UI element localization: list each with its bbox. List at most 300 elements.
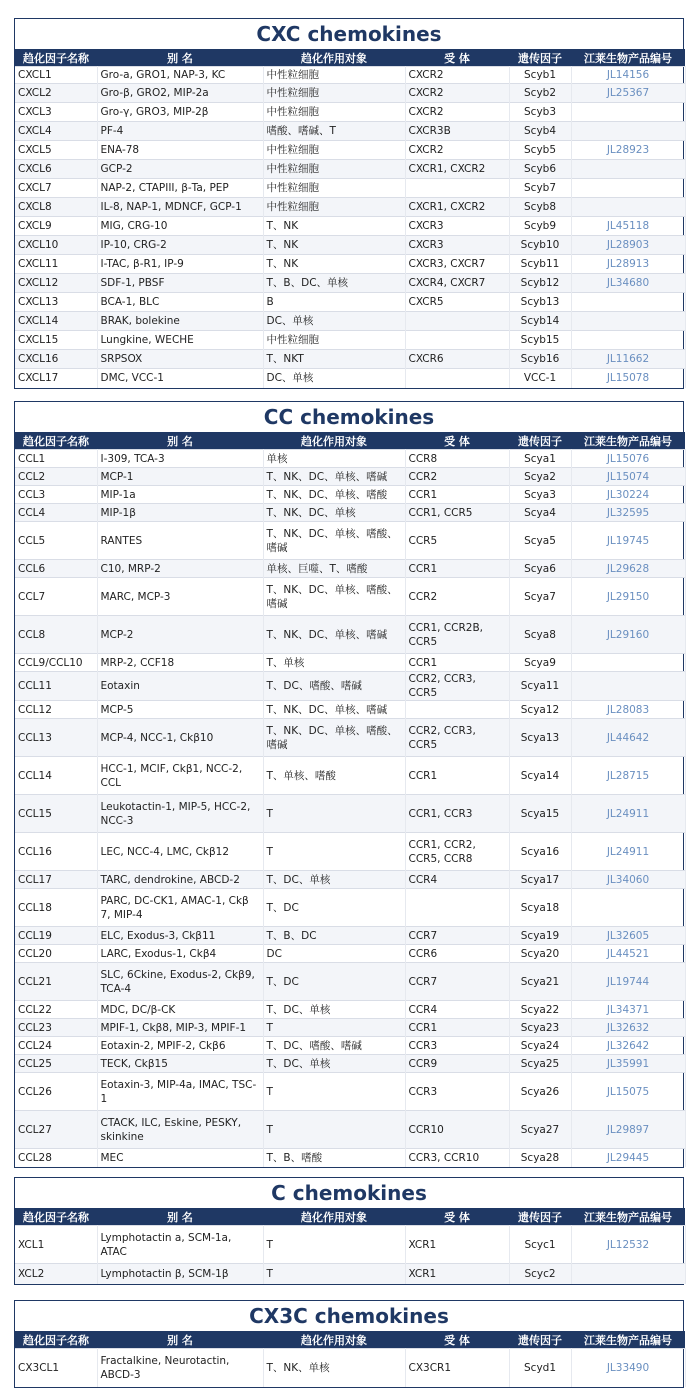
- cell-target: 单核、巨噬、T、嗜酸: [263, 560, 405, 578]
- cell-name: CCL23: [15, 1019, 97, 1037]
- cell-product[interactable]: JL30224: [571, 486, 685, 504]
- cell-gene: Scyc2: [509, 1264, 571, 1284]
- cell-product: [571, 1264, 685, 1284]
- cell-product[interactable]: JL29897: [571, 1111, 685, 1149]
- cell-name: CCL4: [15, 504, 97, 522]
- cell-alias: Gro-γ, GRO3, MIP-2β: [97, 103, 263, 122]
- cell-gene: Scya12: [509, 701, 571, 719]
- cell-product: [571, 293, 685, 312]
- cell-product[interactable]: JL28083: [571, 701, 685, 719]
- table-row: [15, 468, 685, 486]
- cell-receptor: CX3CR1: [405, 1349, 509, 1387]
- cell-receptor: CXCR4, CXCR7: [405, 274, 509, 293]
- cell-name: CCL7: [15, 578, 97, 616]
- table-row: [15, 701, 685, 719]
- table-row: [15, 871, 685, 889]
- table-row: [15, 672, 685, 701]
- cell-gene: Scyb3: [509, 103, 571, 122]
- cell-product[interactable]: JL34371: [571, 1001, 685, 1019]
- cell-gene: Scya2: [509, 468, 571, 486]
- cell-gene: Scya13: [509, 719, 571, 757]
- cell-name: CCL27: [15, 1111, 97, 1149]
- cell-gene: Scyb4: [509, 122, 571, 141]
- table-row: [15, 833, 685, 871]
- cell-gene: Scya16: [509, 833, 571, 871]
- cell-alias: SRPSOX: [97, 350, 263, 369]
- cell-target: T、NK: [263, 236, 405, 255]
- header-product: 江莱生物产品编号: [571, 49, 685, 67]
- cell-name: CXCL13: [15, 293, 97, 312]
- cell-receptor: CXCR2: [405, 141, 509, 160]
- cell-receptor: CXCR3, CXCR7: [405, 255, 509, 274]
- cell-alias: Lymphotactin a, SCM-1a, ATAC: [97, 1226, 263, 1264]
- cell-product[interactable]: JL12532: [571, 1226, 685, 1264]
- cell-name: CCL21: [15, 963, 97, 1001]
- cell-name: CCL5: [15, 522, 97, 560]
- cell-product[interactable]: JL29628: [571, 560, 685, 578]
- cell-gene: Scya5: [509, 522, 571, 560]
- cell-alias: Eotaxin: [97, 672, 263, 701]
- cell-gene: Scyb15: [509, 331, 571, 350]
- table-row: [15, 1055, 685, 1073]
- cell-receptor: CCR3: [405, 1073, 509, 1111]
- table-row: [15, 369, 685, 388]
- table-row: [15, 1073, 685, 1111]
- cell-target: T、NKT: [263, 350, 405, 369]
- cell-name: CCL16: [15, 833, 97, 871]
- cell-name: CCL6: [15, 560, 97, 578]
- table-row: [15, 450, 685, 468]
- cell-gene: Scyd1: [509, 1349, 571, 1387]
- cell-alias: Eotaxin-3, MIP-4a, IMAC, TSC-1: [97, 1073, 263, 1111]
- cell-gene: Scya19: [509, 927, 571, 945]
- cell-receptor: CCR6: [405, 945, 509, 963]
- cell-alias: Gro-a, GRO1, NAP-3, KC: [97, 67, 263, 84]
- cell-alias: MARC, MCP-3: [97, 578, 263, 616]
- table-row: [15, 522, 685, 560]
- cell-product[interactable]: JL24911: [571, 833, 685, 871]
- cell-product[interactable]: JL34060: [571, 871, 685, 889]
- cell-target: T、DC、嗜酸、嗜碱: [263, 1037, 405, 1055]
- cell-gene: Scya18: [509, 889, 571, 927]
- cell-receptor: [405, 179, 509, 198]
- cell-alias: C10, MRP-2: [97, 560, 263, 578]
- cell-alias: TARC, dendrokine, ABCD-2: [97, 871, 263, 889]
- cell-gene: Scya24: [509, 1037, 571, 1055]
- cell-product[interactable]: JL32605: [571, 927, 685, 945]
- cell-alias: NAP-2, CTAPIII, β-Ta, PEP: [97, 179, 263, 198]
- cell-target: T: [263, 1073, 405, 1111]
- cell-alias: TECK, Ckβ15: [97, 1055, 263, 1073]
- cell-product[interactable]: JL29445: [571, 1149, 685, 1167]
- table-row: [15, 1226, 685, 1264]
- cell-receptor: [405, 889, 509, 927]
- cell-gene: Scya9: [509, 654, 571, 672]
- section-2: [14, 1177, 684, 1285]
- cell-target: T、NK、DC、单核、嗜酸、嗜碱: [263, 522, 405, 560]
- header-gene: 遗传因子: [509, 1331, 571, 1349]
- header-receptor: 受 体: [405, 49, 509, 67]
- table-row: [15, 1037, 685, 1055]
- cell-name: CCL8: [15, 616, 97, 654]
- table-row: [15, 274, 685, 293]
- header-target: 趋化作用对象: [263, 1208, 405, 1226]
- cell-receptor: CXCR3: [405, 236, 509, 255]
- cell-receptor: CCR1, CCR3: [405, 795, 509, 833]
- cell-receptor: CXCR1, CXCR2: [405, 160, 509, 179]
- cell-gene: Scyb14: [509, 312, 571, 331]
- cell-gene: Scya8: [509, 616, 571, 654]
- cell-product: [571, 103, 685, 122]
- table-row: [15, 141, 685, 160]
- cell-name: CCL13: [15, 719, 97, 757]
- header-product: 江莱生物产品编号: [571, 1331, 685, 1349]
- header-target: 趋化作用对象: [263, 49, 405, 67]
- cell-name: CCL15: [15, 795, 97, 833]
- table-row: [15, 757, 685, 795]
- cell-alias: Eotaxin-2, MPIF-2, Ckβ6: [97, 1037, 263, 1055]
- cell-product: [571, 198, 685, 217]
- cell-gene: Scyb13: [509, 293, 571, 312]
- cell-name: CCL17: [15, 871, 97, 889]
- table-row: [15, 1001, 685, 1019]
- cell-name: CCL25: [15, 1055, 97, 1073]
- header-gene: 遗传因子: [509, 432, 571, 450]
- cell-gene: Scya26: [509, 1073, 571, 1111]
- cell-receptor: CCR5: [405, 522, 509, 560]
- header-alias: 别 名: [97, 432, 263, 450]
- cell-gene: Scya6: [509, 560, 571, 578]
- header-alias: 别 名: [97, 1208, 263, 1226]
- cell-target: T、NK、DC、单核、嗜酸、嗜碱: [263, 578, 405, 616]
- cell-gene: Scyb6: [509, 160, 571, 179]
- cell-product[interactable]: JL28923: [571, 141, 685, 160]
- cell-gene: Scya28: [509, 1149, 571, 1167]
- cell-target: 中性粒细胞: [263, 103, 405, 122]
- cell-alias: Lymphotactin β, SCM-1β: [97, 1264, 263, 1284]
- cell-gene: Scyb2: [509, 84, 571, 103]
- cell-alias: MCP-1: [97, 468, 263, 486]
- cell-gene: Scya21: [509, 963, 571, 1001]
- cell-name: CCL24: [15, 1037, 97, 1055]
- cell-alias: MDC, DC/β-CK: [97, 1001, 263, 1019]
- chemokine-table: [15, 1208, 686, 1284]
- cell-name: CCL1: [15, 450, 97, 468]
- cell-product[interactable]: JL25367: [571, 84, 685, 103]
- cell-target: T、NK: [263, 217, 405, 236]
- cell-receptor: [405, 312, 509, 331]
- cell-target: T、NK: [263, 255, 405, 274]
- cell-gene: Scya15: [509, 795, 571, 833]
- cell-receptor: CCR2: [405, 468, 509, 486]
- cell-receptor: CCR1, CCR2, CCR5, CCR8: [405, 833, 509, 871]
- cell-product[interactable]: JL33490: [571, 1349, 685, 1387]
- cell-target: 中性粒细胞: [263, 331, 405, 350]
- cell-receptor: CCR1, CCR2B, CCR5: [405, 616, 509, 654]
- table-row: [15, 217, 685, 236]
- cell-gene: Scyb12: [509, 274, 571, 293]
- cell-gene: Scya3: [509, 486, 571, 504]
- cell-receptor: CXCR3: [405, 217, 509, 236]
- header-product: 江莱生物产品编号: [571, 1208, 685, 1226]
- cell-name: XCL2: [15, 1264, 97, 1284]
- cell-target: T、单核、嗜酸: [263, 757, 405, 795]
- cell-target: T、NK、单核: [263, 1349, 405, 1387]
- cell-target: 中性粒细胞: [263, 198, 405, 217]
- header-name: 趋化因子名称: [15, 432, 97, 450]
- cell-alias: LEC, NCC-4, LMC, Ckβ12: [97, 833, 263, 871]
- table-row: [15, 122, 685, 141]
- cell-gene: Scya23: [509, 1019, 571, 1037]
- cell-receptor: CCR3: [405, 1037, 509, 1055]
- cell-name: CCL19: [15, 927, 97, 945]
- cell-target: DC、单核: [263, 369, 405, 388]
- cell-alias: PARC, DC-CK1, AMAC-1, Ckβ 7, MIP-4: [97, 889, 263, 927]
- cell-target: T: [263, 833, 405, 871]
- cell-product[interactable]: JL19744: [571, 963, 685, 1001]
- cell-alias: ELC, Exodus-3, Ckβ11: [97, 927, 263, 945]
- table-row: [15, 578, 685, 616]
- cell-alias: I-TAC, β-R1, IP-9: [97, 255, 263, 274]
- cell-alias: IP-10, CRG-2: [97, 236, 263, 255]
- header-alias: 别 名: [97, 1331, 263, 1349]
- cell-name: CXCL3: [15, 103, 97, 122]
- cell-target: T、NK、DC、单核、嗜碱: [263, 468, 405, 486]
- cell-gene: Scya7: [509, 578, 571, 616]
- cell-name: CXCL5: [15, 141, 97, 160]
- cell-product[interactable]: JL19745: [571, 522, 685, 560]
- header-row: [15, 432, 685, 450]
- cell-alias: SLC, 6Ckine, Exodus-2, Ckβ9, TCA-4: [97, 963, 263, 1001]
- cell-name: CXCL11: [15, 255, 97, 274]
- cell-alias: DMC, VCC-1: [97, 369, 263, 388]
- cell-name: CCL18: [15, 889, 97, 927]
- cell-target: DC: [263, 945, 405, 963]
- cell-alias: BRAK, bolekine: [97, 312, 263, 331]
- cell-product: [571, 672, 685, 701]
- cell-alias: MCP-4, NCC-1, Ckβ10: [97, 719, 263, 757]
- cell-receptor: CXCR5: [405, 293, 509, 312]
- cell-alias: Leukotactin-1, MIP-5, HCC-2, NCC-3: [97, 795, 263, 833]
- cell-name: CCL12: [15, 701, 97, 719]
- cell-product: [571, 179, 685, 198]
- cell-gene: Scyb1: [509, 67, 571, 84]
- cell-name: CCL2: [15, 468, 97, 486]
- table-row: [15, 103, 685, 122]
- cell-product[interactable]: JL29150: [571, 578, 685, 616]
- cell-receptor: CCR2, CCR3, CCR5: [405, 719, 509, 757]
- cell-product[interactable]: JL44642: [571, 719, 685, 757]
- section-1: [14, 401, 684, 1168]
- cell-receptor: CCR1: [405, 654, 509, 672]
- cell-alias: ENA-78: [97, 141, 263, 160]
- cell-receptor: CCR1: [405, 757, 509, 795]
- cell-target: T、B、DC: [263, 927, 405, 945]
- cell-gene: VCC-1: [509, 369, 571, 388]
- cell-gene: Scyb5: [509, 141, 571, 160]
- cell-product: [571, 122, 685, 141]
- cell-target: T: [263, 1111, 405, 1149]
- cell-product[interactable]: JL29160: [571, 616, 685, 654]
- cell-receptor: CCR3, CCR10: [405, 1149, 509, 1167]
- cell-product[interactable]: JL35991: [571, 1055, 685, 1073]
- cell-product[interactable]: JL14156: [571, 67, 685, 84]
- cell-target: T: [263, 1264, 405, 1284]
- cell-target: 中性粒细胞: [263, 179, 405, 198]
- table-row: [15, 795, 685, 833]
- header-gene: 遗传因子: [509, 1208, 571, 1226]
- cell-target: T、NK、DC、单核、嗜酸、嗜碱: [263, 719, 405, 757]
- cell-gene: Scyc1: [509, 1226, 571, 1264]
- cell-target: T、NK、DC、单核: [263, 504, 405, 522]
- cell-target: T、B、DC、单核: [263, 274, 405, 293]
- table-row: [15, 616, 685, 654]
- cell-product[interactable]: JL28913: [571, 255, 685, 274]
- cell-alias: MEC: [97, 1149, 263, 1167]
- header-target: 趋化作用对象: [263, 432, 405, 450]
- cell-name: CXCL2: [15, 84, 97, 103]
- table-row: [15, 350, 685, 369]
- section-0: [14, 18, 684, 389]
- cell-gene: Scya22: [509, 1001, 571, 1019]
- cell-target: DC、单核: [263, 312, 405, 331]
- cell-target: T、DC: [263, 889, 405, 927]
- cell-name: CXCL1: [15, 67, 97, 84]
- cell-target: 中性粒细胞: [263, 160, 405, 179]
- cell-target: T、DC、单核: [263, 1055, 405, 1073]
- cell-receptor: [405, 331, 509, 350]
- cell-alias: SDF-1, PBSF: [97, 274, 263, 293]
- cell-target: B: [263, 293, 405, 312]
- cell-product[interactable]: JL44521: [571, 945, 685, 963]
- table-row: [15, 560, 685, 578]
- cell-product[interactable]: JL28903: [571, 236, 685, 255]
- cell-gene: Scya27: [509, 1111, 571, 1149]
- cell-product[interactable]: JL15076: [571, 450, 685, 468]
- cell-name: CCL14: [15, 757, 97, 795]
- cell-name: CCL26: [15, 1073, 97, 1111]
- cell-gene: Scya11: [509, 672, 571, 701]
- cell-receptor: XCR1: [405, 1264, 509, 1284]
- table-row: [15, 927, 685, 945]
- cell-receptor: CCR10: [405, 1111, 509, 1149]
- table-row: [15, 1264, 685, 1284]
- section-title: CXC chemokines: [256, 22, 442, 46]
- table-row: [15, 654, 685, 672]
- cell-gene: Scyb7: [509, 179, 571, 198]
- cell-alias: MRP-2, CCF18: [97, 654, 263, 672]
- cell-target: T、DC: [263, 963, 405, 1001]
- header-receptor: 受 体: [405, 432, 509, 450]
- cell-gene: Scya14: [509, 757, 571, 795]
- cell-alias: HCC-1, MCIF, Ckβ1, NCC-2, CCL: [97, 757, 263, 795]
- cell-product[interactable]: JL28715: [571, 757, 685, 795]
- cell-receptor: CCR7: [405, 927, 509, 945]
- cell-name: CCL20: [15, 945, 97, 963]
- cell-gene: Scyb9: [509, 217, 571, 236]
- cell-receptor: CCR7: [405, 963, 509, 1001]
- cell-alias: Gro-β, GRO2, MIP-2a: [97, 84, 263, 103]
- cell-receptor: CCR1: [405, 560, 509, 578]
- cell-name: CXCL4: [15, 122, 97, 141]
- cell-product[interactable]: JL32632: [571, 1019, 685, 1037]
- cell-alias: GCP-2: [97, 160, 263, 179]
- cell-product[interactable]: JL32595: [571, 504, 685, 522]
- cell-product[interactable]: JL15075: [571, 1073, 685, 1111]
- cell-gene: Scyb16: [509, 350, 571, 369]
- cell-product[interactable]: JL15078: [571, 369, 685, 388]
- table-row: [15, 198, 685, 217]
- cell-receptor: [405, 701, 509, 719]
- chemokine-table: [15, 49, 686, 388]
- cell-target: 嗜酸、嗜碱、T: [263, 122, 405, 141]
- chemokine-table: [15, 1331, 686, 1387]
- table-row: [15, 255, 685, 274]
- cell-receptor: XCR1: [405, 1226, 509, 1264]
- section-title: CX3C chemokines: [249, 1304, 449, 1328]
- cell-alias: MCP-2: [97, 616, 263, 654]
- table-row: [15, 504, 685, 522]
- cell-alias: RANTES: [97, 522, 263, 560]
- cell-gene: Scyb10: [509, 236, 571, 255]
- cell-receptor: CXCR2: [405, 67, 509, 84]
- cell-receptor: CCR9: [405, 1055, 509, 1073]
- table-row: [15, 1111, 685, 1149]
- cell-product[interactable]: JL45118: [571, 217, 685, 236]
- cell-target: T、DC、嗜酸、嗜碱: [263, 672, 405, 701]
- table-row: [15, 67, 685, 84]
- table-row: [15, 160, 685, 179]
- cell-product[interactable]: JL11662: [571, 350, 685, 369]
- cell-name: CCL28: [15, 1149, 97, 1167]
- table-row: [15, 1019, 685, 1037]
- cell-name: CXCL6: [15, 160, 97, 179]
- cell-name: CCL9/CCL10: [15, 654, 97, 672]
- cell-alias: MIG, CRG-10: [97, 217, 263, 236]
- cell-name: CXCL17: [15, 369, 97, 388]
- cell-receptor: CXCR1, CXCR2: [405, 198, 509, 217]
- section-title: C chemokines: [271, 1181, 427, 1205]
- cell-receptor: CCR4: [405, 1001, 509, 1019]
- cell-name: CXCL10: [15, 236, 97, 255]
- cell-product: [571, 312, 685, 331]
- cell-alias: BCA-1, BLC: [97, 293, 263, 312]
- header-name: 趋化因子名称: [15, 1208, 97, 1226]
- cell-gene: Scyb8: [509, 198, 571, 217]
- cell-product[interactable]: JL24911: [571, 795, 685, 833]
- cell-gene: Scya17: [509, 871, 571, 889]
- cell-product: [571, 654, 685, 672]
- cell-target: T: [263, 1226, 405, 1264]
- cell-name: CCL22: [15, 1001, 97, 1019]
- cell-receptor: CXCR2: [405, 103, 509, 122]
- table-row: [15, 1149, 685, 1167]
- table-row: [15, 293, 685, 312]
- cell-name: CX3CL1: [15, 1349, 97, 1387]
- cell-product[interactable]: JL15074: [571, 468, 685, 486]
- header-name: 趋化因子名称: [15, 49, 97, 67]
- cell-receptor: [405, 369, 509, 388]
- cell-target: T、NK、DC、单核、嗜碱: [263, 701, 405, 719]
- cell-product[interactable]: JL34680: [571, 274, 685, 293]
- cell-alias: Lungkine, WECHE: [97, 331, 263, 350]
- cell-receptor: CCR4: [405, 871, 509, 889]
- cell-name: CCL3: [15, 486, 97, 504]
- cell-target: T、单核: [263, 654, 405, 672]
- cell-receptor: CCR1: [405, 1019, 509, 1037]
- cell-name: CXCL7: [15, 179, 97, 198]
- cell-product[interactable]: JL32642: [571, 1037, 685, 1055]
